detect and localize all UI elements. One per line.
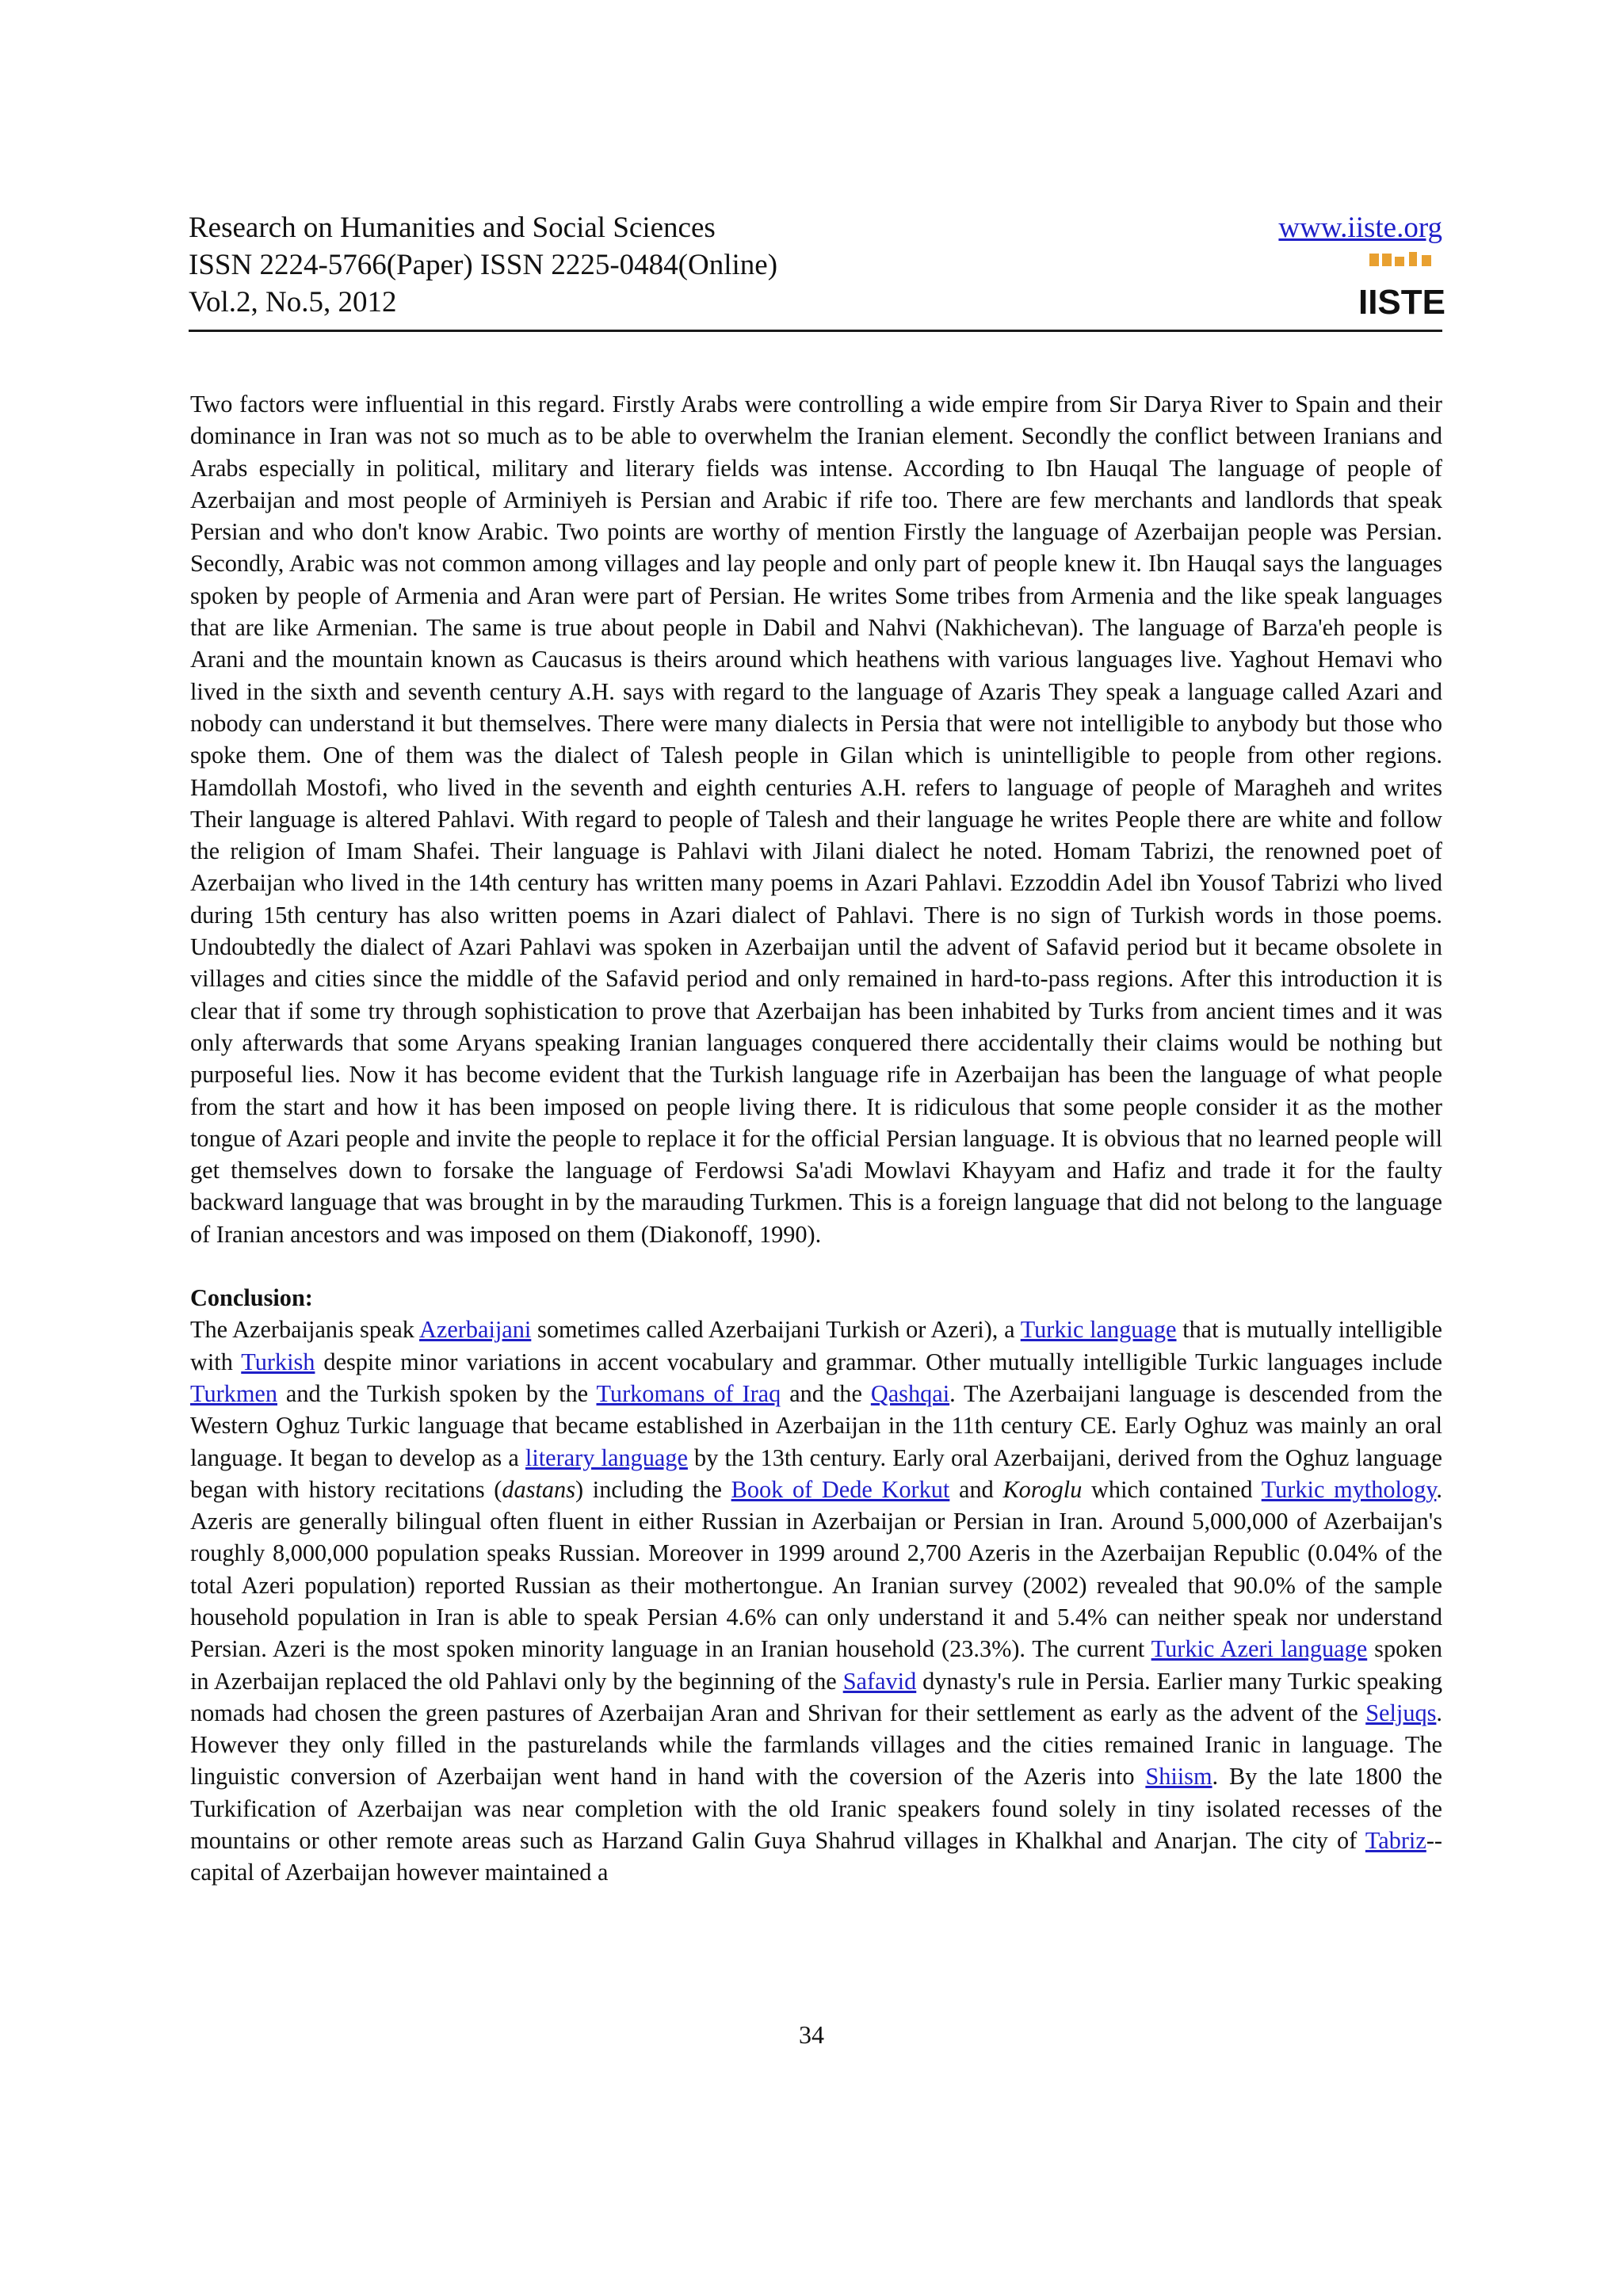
text-run: despite minor variations in accent vocabulary and grammar. Other mutually intelligible Turkic languages include (315, 1348, 1443, 1375)
article-body (190, 388, 1442, 1889)
link-turkic-azeri-language[interactable]: Turkic Azeri language (1151, 1635, 1368, 1663)
link-turkomans-of-iraq[interactable]: Turkomans of Iraq (596, 1379, 781, 1407)
text-run: dynasty's rule in Persia. Earlier many Turkic speaking nomads had chosen the green pastures of Azerbaijan Aran and Shrivan for their settlement as early as the advent of the (190, 1667, 1442, 1726)
iiste-logo-icon (1358, 250, 1446, 322)
link-seljuqs[interactable]: Seljuqs (1365, 1699, 1437, 1726)
journal-volume: Vol.2, No.5, 2012 (189, 286, 397, 318)
conclusion-paragraph (190, 1314, 1442, 1888)
text-run: and (949, 1475, 1003, 1503)
link-qashqai[interactable]: Qashqai (870, 1379, 950, 1407)
journal-title: Research on Humanities and Social Sciences (189, 212, 716, 244)
text-run: ) including the (575, 1475, 731, 1503)
text-run: and the (781, 1379, 871, 1407)
text-run: and the Turkish spoken by the (277, 1379, 597, 1407)
text-run: --capital of Azerbaijan however maintained a (190, 1827, 1442, 1886)
text-run: . Azeris are generally bilingual often fluent in either Russian in Azerbaijan or Persian in Iran. Around 5,000,000 of Azerbaijan's roughly 8,000,000 population speaks Russian. Moreover in 1999 around 2,700 Azeris in the Azerbaijan Republic (0.04% of the total Azeri population) reported Russian as their mothertongue. An Iranian survey (2002) revealed that 90.0% of the sample household population in Iran is able to speak Persian 4.6% can only understand it and 5.4% can neither speak nor understand Persian. Azeri is the most spoken minority language in an Iranian household (23.3%). The current (190, 1475, 1442, 1663)
body-paragraph: Two factors were influential in this regard. Firstly Arabs were controlling a wide empire from Sir Darya River to Spain and their dominance in Iran was not so much as to be able to overwhelm the Iranian element. Secondly the conflict between Iranians and Arabs especially in political, military and literary fields was intense. According to Ibn Hauqal The language of people of Azerbaijan and most people of Arminiyeh is Persian and Arabic if rife too. There are few merchants and landlords that speak Persian and who don't know Arabic. Two points are worthy of mention Firstly the language of Azerbaijan people was Persian. Secondly, Arabic was not common among villages and lay people and only part of people knew it. Ibn Hauqal says the languages spoken by people of Armenia and Aran were part of Persian. He writes Some tribes from Armenia and the like speak languages that are like Armenian. The same is true about people in Dabil and Nahvi (Nakhichevan). The language of Barza'eh people is Arani and the mountain known as Caucasus is theirs around which heathens with various languages live. Yaghout Hemavi who lived in the sixth and seventh century A.H. says with regard to the language of Azaris They speak a language called Azari and nobody can understand it but themselves. There were many dialects in Persia that were not intelligible to anybody but those who spoke them. One of them was the dialect of Talesh people in Gilan which is unintelligible to people from other regions. Hamdollah Mostofi, who lived in the seventh and eighth centuries A.H. refers to language of people of Maragheh and writes Their language is altered Pahlavi. With regard to people of Talesh and their language he writes People there are white and follow the religion of Imam Shafei. Their language is Pahlavi with Jilani dialect he noted. Homam Tabrizi, the renowned poet of Azerbaijan who lived in the 14th century has written many poems in Azari Pahlavi. Ezzoddin Adel ibn Yousof Tabrizi who lived during 15th century has also written poems in Azari dialect of Pahlavi. There is no sign of Turkish words in those poems. Undoubtedly the dialect of Azari Pahlavi was spoken in Azerbaijan until the advent of Safavid period but it became obsolete in villages and cities since the middle of the Safavid period and only remained in hard-to-pass regions. After this introduction it is clear that if some try through sophistication to prove that Azerbaijan has been inhabited by Turks from ancient times and it was only afterwards that some Aryans speaking Iranian languages conquered there accidentally their claims would be nothing but purposeful lies. Now it has become evident that the Turkish language rife in Azerbaijan has been the language of what people from the start and how it has been imposed on people living there. It is ridiculous that some people consider it as the mother tongue of Azari people and invite the people to replace it for the official Persian language. It is obvious that no learned people will get themselves down to forsake the language of Ferdowsi Sa'adi Mowlavi Khayyam and Hafiz and trade it for the faulty backward language that was brought in by the marauding Turkmen. This is a foreign language that did not belong to the language of Iranian ancestors and was imposed on them (Diakonoff, 1990). (190, 391, 1442, 1248)
link-safavid[interactable]: Safavid (842, 1667, 917, 1695)
link-literary-language[interactable]: literary language (525, 1444, 688, 1471)
page-header (189, 209, 1446, 332)
logo-wordmark: IISTE (1358, 283, 1446, 322)
text-run: that is mutually intelligible with (190, 1316, 1443, 1375)
text-run: sometimes called Azerbaijani Turkish or Azeri), a (531, 1316, 1021, 1344)
link-tabriz[interactable]: Tabriz (1365, 1827, 1426, 1855)
journal-issn: ISSN 2224-5766(Paper) ISSN 2225-0484(Online) (189, 249, 778, 281)
link-turkic-language[interactable]: Turkic language (1020, 1316, 1177, 1344)
link-book-of-dede-korkut[interactable]: Book of Dede Korkut (731, 1475, 950, 1503)
link-azerbaijani[interactable]: Azerbaijani (419, 1316, 532, 1344)
italic-koroglu: Koroglu (1002, 1475, 1083, 1503)
italic-dastans: dastans (502, 1475, 575, 1503)
text-run: The Azerbaijanis speak (190, 1316, 420, 1344)
text-run: . However they only filled in the pasturelands while the farmlands villages and the cities remained Iranic in language. The linguistic conversion of Azerbaijan went hand in hand with the coversion of the Azeris into (190, 1699, 1442, 1791)
link-shiism[interactable]: Shiism (1145, 1763, 1212, 1791)
link-turkish[interactable]: Turkish (241, 1348, 315, 1375)
journal-info (189, 209, 777, 321)
website-link[interactable]: www.iiste.org (1278, 212, 1442, 244)
link-turkic-mythology[interactable]: Turkic mythology (1261, 1475, 1437, 1503)
page-number: 34 (799, 2020, 824, 2049)
conclusion-heading: Conclusion: (190, 1284, 313, 1312)
text-run: by the 13th century. Early oral Azerbaijani, derived from the Oghuz language began with history recitations ( (190, 1444, 1442, 1503)
link-turkmen[interactable]: Turkmen (190, 1379, 277, 1407)
text-run: which contained (1082, 1475, 1262, 1503)
text-run: . By the late 1800 the Turkification of Azerbaijan was near completion with the old Iranic speakers found solely in tiny isolated recesses of the mountains or other remote areas such as Harzand Galin Guya Shahrud villages in Khalkhal and Anarjan. The city of (190, 1763, 1442, 1855)
text-run: . The Azerbaijani language is descended from the Western Oghuz Turkic language that became established in Azerbaijan in the 11th century CE. Early Oghuz was mainly an oral language. It began to develop as a (190, 1379, 1442, 1471)
text-run: spoken in Azerbaijan replaced the old Pahlavi only by the beginning of the (190, 1635, 1442, 1695)
